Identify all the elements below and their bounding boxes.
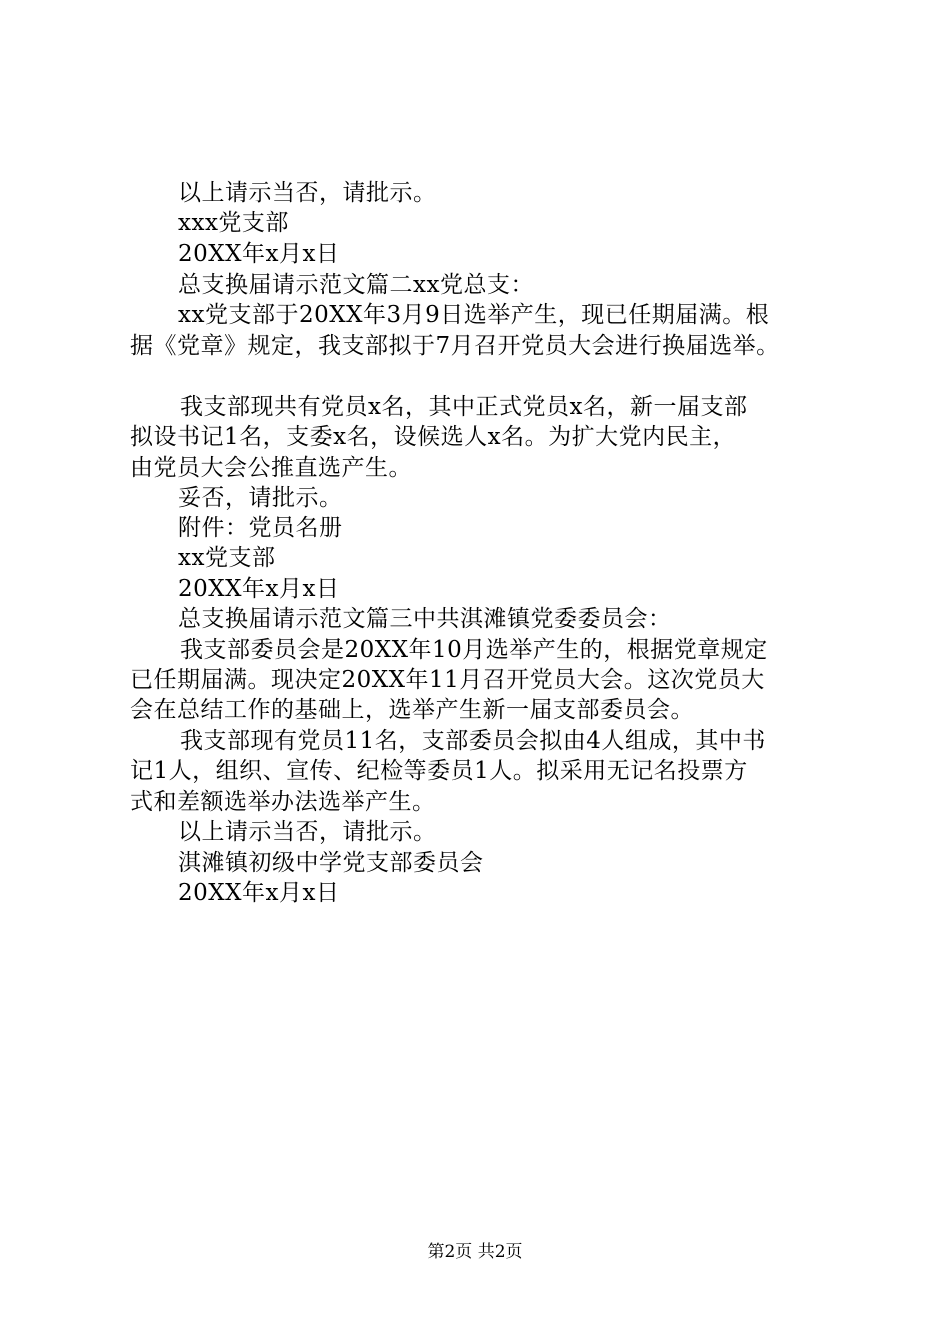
text-line: xx党支部于20XX年3月9日选举产生，现已任期届满。根 — [178, 302, 770, 328]
page-footer: 第2页 共2页 — [427, 1242, 523, 1262]
text-line: 淇滩镇初级中学党支部委员会 — [178, 850, 484, 876]
text-line: 总支换届请示范文篇三中共淇滩镇党委委员会： — [178, 606, 672, 632]
text-line: 我支部现共有党员x名，其中正式党员x名，新一届支部 — [180, 394, 748, 420]
text-line: 附件：党员名册 — [178, 515, 343, 541]
text-line: 我支部委员会是20XX年10月选举产生的，根据党章规定 — [180, 637, 768, 663]
text-line: 总支换届请示范文篇二xx党总支： — [178, 272, 534, 298]
text-line: 20XX年x月x日 — [178, 576, 340, 602]
text-line: 由党员大会公推直选产生。 — [130, 455, 412, 481]
text-line: 式和差额选举办法选举产生。 — [130, 789, 436, 815]
text-line: xxx党支部 — [178, 210, 289, 236]
text-line: 会在总结工作的基础上，选举产生新一届支部委员会。 — [130, 697, 694, 723]
text-line: 已任期届满。现决定20XX年11月召开党员大会。这次党员大 — [130, 667, 765, 693]
text-line: 以上请示当否，请批示。 — [178, 180, 437, 206]
text-line: 20XX年x月x日 — [178, 880, 340, 906]
text-line: 拟设书记1名，支委x名，设候选人x名。为扩大党内民主， — [130, 424, 737, 450]
text-line: 据《党章》规定，我支部拟于7月召开党员大会进行换届选举。 — [130, 333, 780, 359]
text-line: 20XX年x月x日 — [178, 241, 340, 267]
text-line: xx党支部 — [178, 545, 276, 571]
text-line: 以上请示当否，请批示。 — [178, 819, 437, 845]
text-line: 记1人，组织、宣传、纪检等委员1人。拟采用无记名投票方 — [130, 758, 748, 784]
text-line: 我支部现有党员11名，支部委员会拟由4人组成，其中书 — [180, 728, 766, 754]
text-line: 妥否，请批示。 — [178, 485, 343, 511]
